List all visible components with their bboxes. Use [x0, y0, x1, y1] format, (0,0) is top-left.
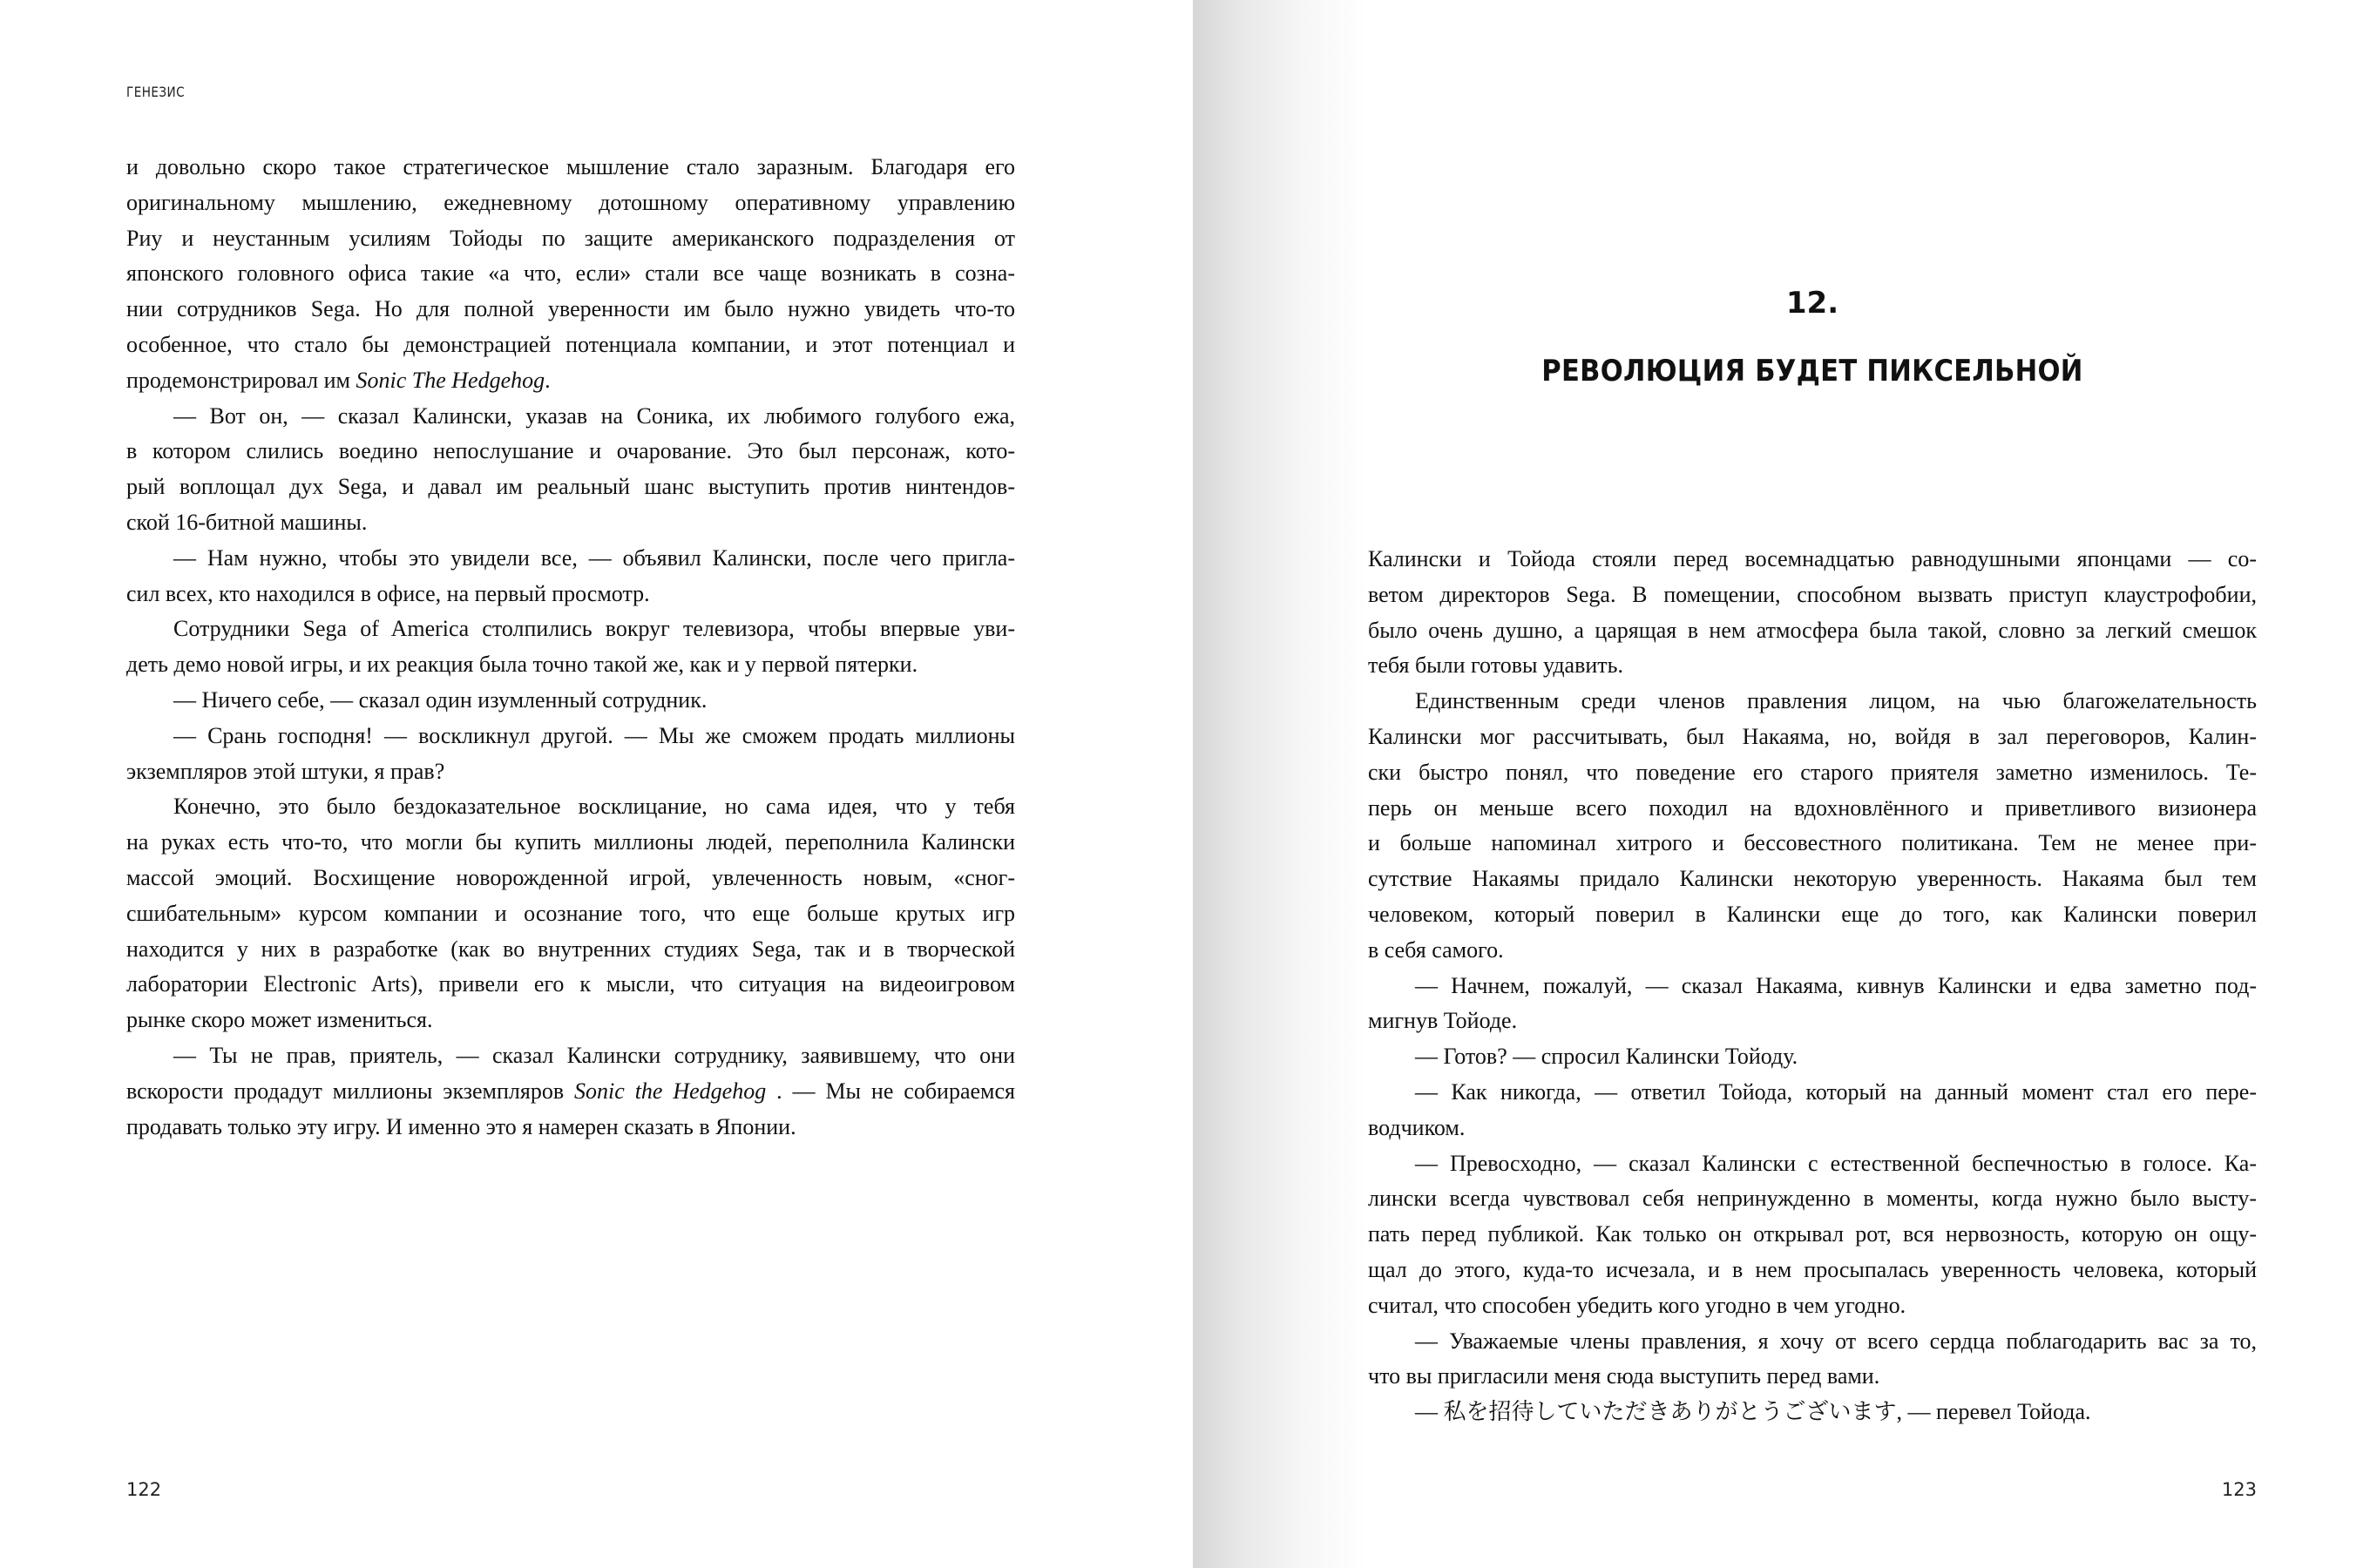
paragraph [1368, 1395, 2257, 1430]
right-page [1193, 0, 2370, 1568]
text-line: человеком, который поверил в Калински еще до того, как Калински поверил [1368, 901, 2257, 927]
paragraph [1368, 684, 2257, 968]
paragraph [1368, 1075, 2257, 1146]
text-line: экземпляров этой штуки, я прав? [126, 758, 445, 784]
text-line: в котором слились воедино непослушание и очарование. Это был персонаж, кото- [126, 438, 1015, 464]
left-page-body [126, 150, 1015, 1145]
paragraph [126, 683, 1015, 719]
text-line: — Ты не прав, приятель, — сказал Калински сотруднику, заявившему, что они [173, 1042, 1015, 1068]
text-line: на руках есть что-то, что могли бы купить миллионы людей, переполнила Калински [126, 829, 1015, 855]
paragraph [1368, 1039, 2257, 1075]
text-line: ски быстро понял, что поведение его старого приятеля заметно изменилось. Те- [1368, 759, 2257, 785]
text-line: — Нам нужно, чтобы это увидели все, — объявил Калински, после чего пригла- [173, 544, 1015, 571]
paragraph [126, 612, 1015, 683]
paragraph [1368, 542, 2257, 684]
text-line: — Срань господня! — воскликнул другой. — Мы же сможем продать миллионы [173, 722, 1015, 748]
text-line: Риу и неустанным усилиям Тойоды по защите американского подразделения от [126, 225, 1015, 251]
text-line: Единственным среди членов правления лицом, на чью благожелательность [1415, 688, 2257, 714]
text-line: — Вот он, — сказал Калински, указав на Соника, их любимого голубого ежа, [173, 402, 1015, 429]
text-line [126, 363, 1015, 399]
right-page-body [1368, 542, 2257, 1430]
text-line: и больше напоминал хитрого и бессовестного политикана. Тем не менее при- [1368, 830, 2257, 856]
text-line: ветом директоров Sega. В помещении, способном вызвать приступ клаустрофобии, [1368, 581, 2257, 607]
page-number-left: 122 [126, 1479, 162, 1500]
text-line: — Превосходно, — сказал Калински с естественной беспечностью в голосе. Ка- [1415, 1150, 2257, 1176]
paragraph [126, 541, 1015, 612]
text-line: особенное, что стало бы демонстрацией потенциала компании, и этот потенциал и [126, 331, 1015, 357]
text-line: продавать только эту игру. И именно это я намерен сказать в Японии. [126, 1113, 796, 1139]
text-segment: продемонстрировал им [126, 367, 356, 393]
text-line: — Как никогда, — ответил Тойода, который на данный момент стал его пере- [1415, 1078, 2257, 1105]
page-number-right: 123 [2221, 1479, 2257, 1500]
text-line: находится у них в разработке (как во внутренних студиях Sega, так и в творческой [126, 936, 1015, 962]
text-line: считал, что способен убедить кого угодно в чем угодно. [1368, 1292, 1906, 1318]
text-line: что вы пригласили меня сюда выступить перед вами. [1368, 1363, 1880, 1389]
text-line: Сотрудники Sega of America столпились вокруг телевизора, чтобы впервые уви- [173, 616, 1015, 642]
text-line: — Уважаемые члены правления, я хочу от всего сердца поблагодарить вас за то, [1415, 1328, 2257, 1354]
paragraph [1368, 1324, 2257, 1396]
text-line: Конечно, это было бездоказательное восклицание, но сама идея, что у тебя [173, 794, 1015, 820]
text-line: в себя самого. [1368, 936, 1504, 963]
text-line: сутствие Накаямы придало Калински некоторую уверенность. Накаяма был тем [1368, 866, 2257, 892]
chapter-number: 12. [1785, 286, 1839, 321]
text-line: японского головного офиса такие «а что, если» стали все чаще возникать в созна- [126, 260, 1015, 287]
text-line: массой эмоций. Восхищение новорожденной игрой, увлеченность новым, «сног- [126, 864, 1015, 890]
text-line: сил всех, кто находился в офисе, на первый просмотр. [126, 580, 650, 606]
text-line: Калински мог рассчитывать, был Накаяма, но, войдя в зал переговоров, Калин- [1368, 723, 2257, 749]
text-line: было очень душно, а царящая в нем атмосфера была такой, словно за легкий смешок [1368, 617, 2257, 643]
text-line: тебя были готовы удавить. [1368, 652, 1624, 679]
text-line: водчиком. [1368, 1114, 1466, 1140]
paragraph [1368, 969, 2257, 1040]
chapter-title: РЕВОЛЮЦИЯ БУДЕТ ПИКСЕЛЬНОЙ [1541, 354, 2083, 389]
text-line: щал до этого, куда-то исчезала, и в нем просыпалась уверенность человека, который [1368, 1256, 2257, 1282]
text-line [126, 1074, 1015, 1110]
paragraph [126, 1038, 1015, 1145]
text-line: оригинальному мышлению, ежедневному дотошному оперативному управлению [126, 189, 1015, 215]
text-line: Калински и Тойода стояли перед восемнадцатью равнодушными японцами — со- [1368, 546, 2257, 571]
text-segment: . [545, 367, 551, 393]
text-line: лаборатории Electronic Arts), привели его к мысли, что ситуация на видеоигровом [126, 971, 1015, 997]
text-segment: вскорости продадут миллионы экземпляров [126, 1078, 575, 1104]
text-line: сшибательным» курсом компании и осознание того, что еще больше крутых игр [126, 900, 1015, 926]
text-line: — Готов? — спросил Калински Тойоду. [1415, 1044, 1798, 1070]
running-head: ГЕНЕЗИС [126, 84, 186, 100]
italic-title: Sonic The Hedgehog [356, 367, 545, 393]
text-line: — Ничего себе, — сказал один изумленный сотрудник. [173, 686, 708, 713]
text-line: нии сотрудников Sega. Но для полной уверенности им было нужно увидеть что-то [126, 296, 1015, 322]
paragraph [126, 719, 1015, 790]
text-line: — 私を招待していただきありがとうございます, — перевел Тойода. [1415, 1399, 2091, 1425]
text-line: рынке скоро может измениться. [126, 1007, 433, 1033]
text-line: — Начнем, пожалуй, — сказал Накаяма, кивнув Калински и едва заметно под- [1415, 972, 2257, 998]
paragraph [126, 399, 1015, 541]
text-segment: . — Мы не собираемся [766, 1078, 1016, 1104]
text-line: рый воплощал дух Sega, и давал им реальный шанс выступить против нинтендов- [126, 474, 1015, 500]
paragraph [1368, 1146, 2257, 1324]
text-line: деть демо новой игры, и их реакция была точно такой же, как и у первой пятерки. [126, 652, 918, 678]
italic-title: Sonic the Hedgehog [574, 1078, 767, 1104]
text-line: ской 16-битной машины. [126, 509, 368, 535]
text-line: и довольно скоро такое стратегическое мышление стало заразным. Благодаря его [126, 154, 1015, 179]
text-line: пать перед публикой. Как только он открывал рот, вся нервозность, которую он ощу- [1368, 1221, 2257, 1247]
paragraph [126, 150, 1015, 399]
paragraph [126, 789, 1015, 1038]
text-line: лински всегда чувствовал себя непринужденно в моменты, когда нужно было высту- [1368, 1186, 2257, 1212]
text-line: перь он меньше всего походил на вдохновлённого и приветливого визионера [1368, 794, 2257, 821]
text-line: мигнув Тойоде. [1368, 1008, 1518, 1034]
